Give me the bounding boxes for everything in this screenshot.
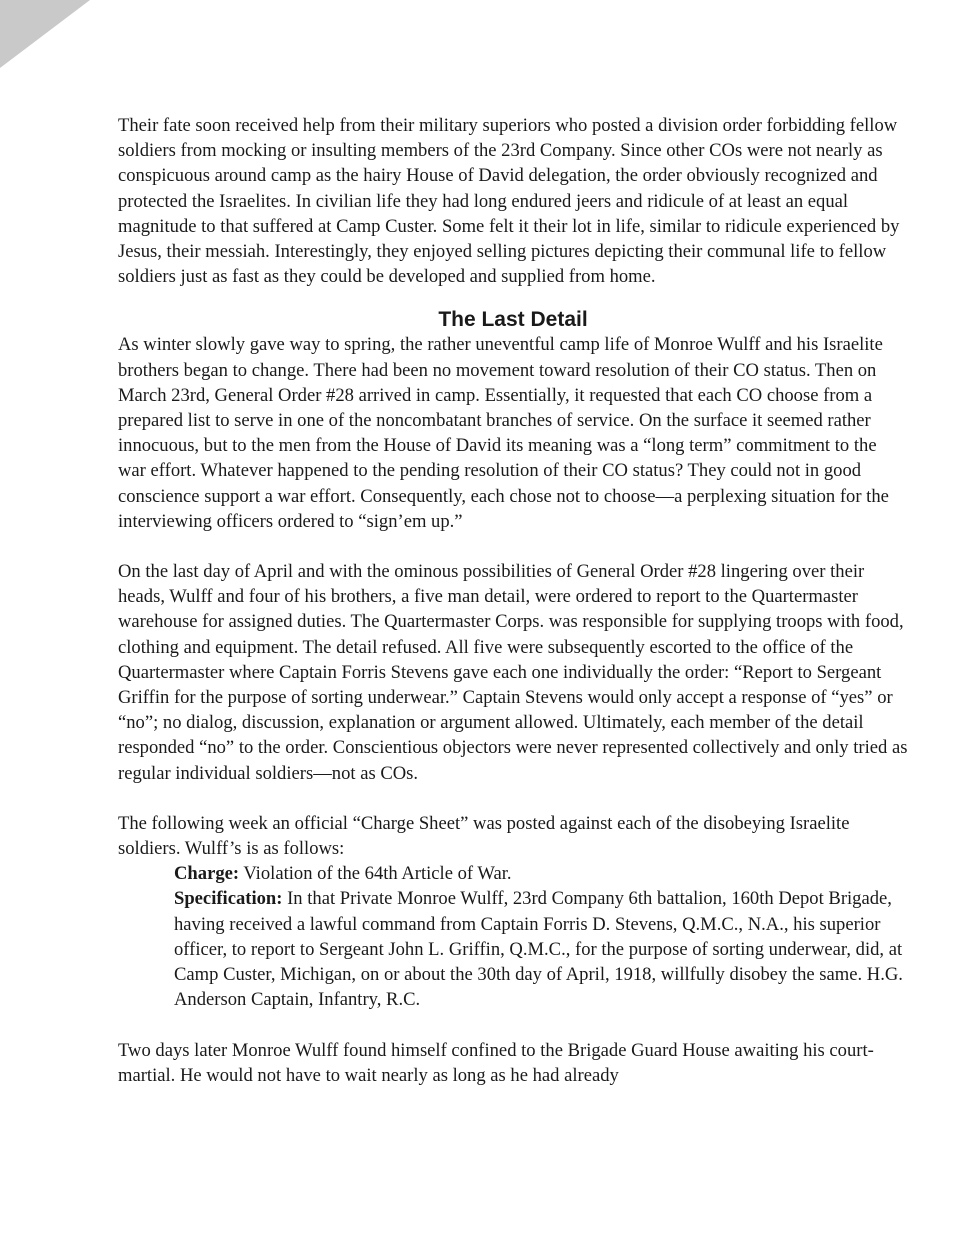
- paragraph-five-man-detail: On the last day of April and with the ominous possibilities of General Order #28 lingering over their heads, Wulff and four of his brothers, a five man detail, were ordered to report to the Quartermaster warehouse for assigned duties. The Quartermaster Corps. was responsible for supplying troops with food, clothing and equipment. The detail refused. All five were subsequently escorted to the office of the Quartermaster where Captain Forris Stevens gave each one individually the order: “Report to Sergeant Griffin for the purpose of sorting underwear.” Captain Stevens would only accept a response of “yes” or “no”; no dialog, discussion, explanation or argument allowed. Ultimately, each member of the detail responded “no” to the order. Conscientious objectors were never represented collectively and only tried as regular individual soldiers—not as COs.: [118, 561, 908, 784]
- charge-line: [174, 861, 908, 886]
- paragraph-charge-sheet-intro: The following week an official “Charge Sheet” was posted against each of the disobeying Israelite soldiers. Wulff’s is as follows:: [118, 812, 850, 860]
- charge-label: Charge:: [174, 863, 240, 885]
- page-corner-fold: [0, 0, 90, 68]
- paragraph-general-order: As winter slowly gave way to spring, the rather uneventful camp life of Monroe Wulff and his Israelite brothers began to change. There had been no movement toward resolution of their CO status. Then on March 23rd, General Order #28 arrived in camp. Essentially, it requested that each CO choose from a prepared list to serve in one of the noncombatant branches of service. On the surface it seemed rather innocuous, but to the men from the House of David its meaning was a “long term” commitment to the war effort. Whatever happened to the pending resolution of their CO status? They could not in good conscience support a war effort. Consequently, each chose not to choose—a perplexing situation for the interviewing officers ordered to “sign’em up.”: [118, 334, 889, 532]
- charge-text: Violation of the 64th Article of War.: [239, 863, 512, 885]
- section-heading: The Last Detail: [438, 308, 588, 332]
- paragraph-guard-house: Two days later Monroe Wulff found himself confined to the Brigade Guard House awaiting his court-martial. He would not have to wait nearly as long as he had already: [118, 1039, 874, 1086]
- charge-sheet-block: [118, 861, 908, 1012]
- paragraph-camp-ridicule: Their fate soon received help from their military superiors who posted a division order forbidding fellow soldiers from mocking or insulting members of the 23rd Company. Since other COs were not nearly as conspicuous around camp as the hairy House of David delegation, the order obviously recognized and protected the Israelites. In civilian life they had long endured jeers and ridicule of at least an equal magnitude to that suffered at Camp Custer. Some felt it their lot in life, similar to ridicule experienced by Jesus, their messiah. Interestingly, they enjoyed selling pictures depicting their communal life to fellow soldiers just as fast as they could be developed and supplied from home.: [118, 115, 900, 288]
- specification-line: [174, 886, 908, 1012]
- specification-label: Specification:: [174, 888, 283, 910]
- specification-text: In that Private Monroe Wulff, 23rd Company 6th battalion, 160th Depot Brigade, having received a lawful command from Captain Forris D. Stevens, Q.M.C., N.A., his superior officer, to report to Sergeant John L. Griffin, Q.M.C., for the purpose of sorting underwear, did, at Camp Custer, Michigan, on or about the 30th day of April, 1918, willfully disobey the same. H.G. Anderson Captain, Infantry, R.C.: [174, 888, 903, 1011]
- document-page: [118, 113, 908, 1088]
